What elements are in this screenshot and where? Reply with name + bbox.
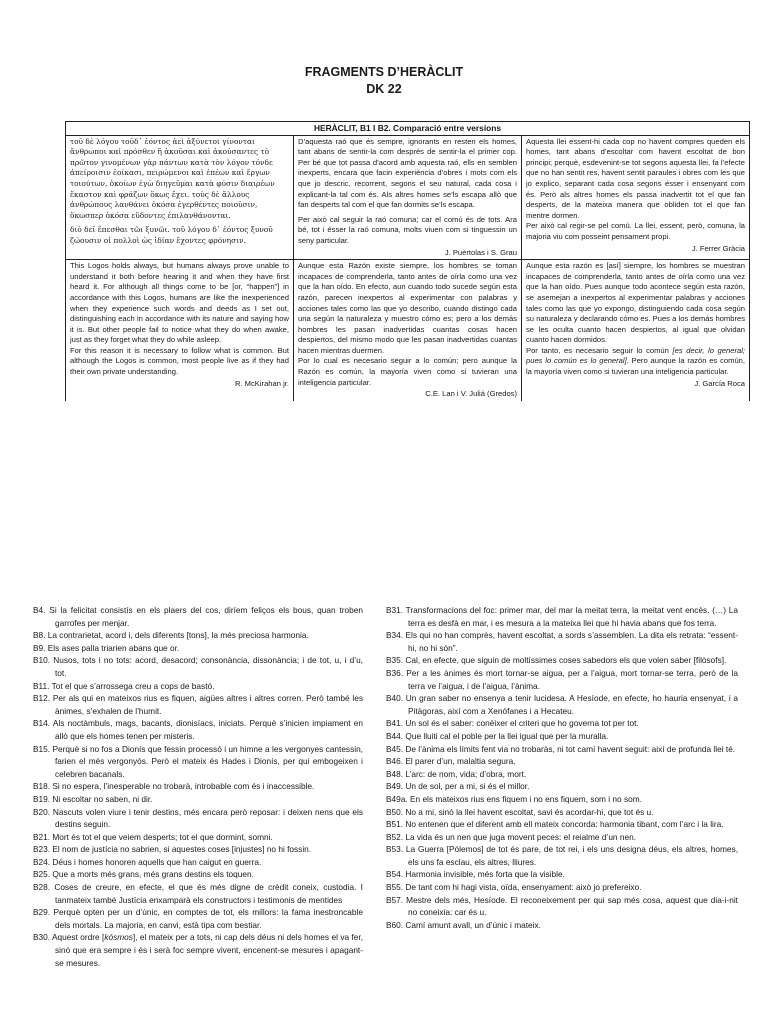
greek-paragraph-2: διὸ δεῖ ἕπεσθαι τῶι ξυνῶι. τοῦ λόγου δ᾽ ἐόντος ξυνοῦ ζώουσιν οἱ πολλοὶ ὡς ἰδίαν ἔχοντες φρόνησιν. xyxy=(70,225,273,245)
fragment-item: B49. Un de sol, per a mi, si és el millor. xyxy=(386,781,530,792)
fragment-item: B60. Camí amunt avall, un d’únic i mateix. xyxy=(386,919,541,930)
fragment-item: B55. De tant com hi hagi vista, oïda, ensenyament: això jo prefereixo. xyxy=(386,882,642,893)
greek-paragraph-1: τοῦ δὲ λόγου τοῦδ᾽ ἐόντος ἀεὶ ἀξύνετοι γίνονται ἄνθρωποι καὶ πρόσθεν ἢ ἀκοῦσαι καὶ ἀκούσαντες τὸ πρῶτον γινομένων γὰρ πάντων κατὰ τὸν λόγον τόνδε ἀπείροισιν ἐοίκασι, πειρώμενοι καὶ ἐπέων καὶ ἔργων τοιούτων, ὁκοίων ἐγὼ διηγεῦμαι κατὰ φύσιν διαιρέων ἕκαστον καὶ φράζων ὅκως ἔχει. τοὺς δὲ ἄλλους ἀνθρώπους λανθάνει ὁκόσα ἐγερθέντες ποιοῦσιν, ὅκωσπερ ὁκόσα εὕδοντες ἐπιλανθάνονται. xyxy=(70,136,275,220)
spanish-1-paragraph-2: Por lo cual es necesario seguir a lo común; pero aunque la Razón es común, la mayoría viven como si tuvieran una inteligencia particular. xyxy=(298,356,517,387)
fragment-item: B28. Coses de creure, en efecte, el que és més digne de crèdit coneix, custodia. I tanmateix també Justícia enxamparà els constructors i testimonis de mentides xyxy=(33,882,363,905)
fragment-item: B54. Harmonia invisible, més forta que la visible. xyxy=(386,869,565,880)
spanish-1-paragraph-1: Aunque esta Razón existe siempre, los hombres se toman incapaces de comprenderla, tanto antes de oírla como una vez que la han oído. En efecto, aun cuando todo sucede según esta razón, parecen inexpertos al experimentar con palabras y acciones tales como las que yo describo, cuando distingo cada una según la naturaleza y muestro cómo es; pero a los demás hombres les pasan inadvertidas cuantas cosas hacen despiertos, del mismo modo que les pasan inadvertidas cuantas hacen mientras duermen. xyxy=(298,261,517,355)
catalan-2-paragraph-2: Per això cal regir-se pel comú. La llei, essent, però, comuna, la majoria viu com posseint pensament propi. xyxy=(526,221,745,241)
fragment-item: B46. El parer d’un, malaltia segura. xyxy=(386,756,516,767)
fragment-item: B9. Els ases palla triarien abans que or. xyxy=(33,642,180,653)
catalan-2-paragraph-1: Aquesta llei essent-hi cada cop no havent compres queden els homes, tant abans d’escoltar com havent escoltat de bon principi; perquè, esdevenint-se tot segons aquesta llei, fa l’efecte que no han sentit res, havent sentit paraules i obres com les que jo explico, separant cada cosa segons ésser i ensenyant com és. Però als altres homes els passa inadvertit tot el que fan desperts, de la mateixa manera que obliden tot el que fan mentre dormen. xyxy=(526,136,745,220)
fragment-item: B31. Transformacions del foc: primer mar, del mar la meitat terra, la meitat vent encès. (…) La terra es desfà en mar, i es mesura a la mateixa llei que hi havia abans que fos terra. xyxy=(386,605,738,628)
fragment-item: B25. Que a morts més grans, més grans destins els toquen. xyxy=(33,869,254,880)
fragment-item: B34. Els qui no han comprès, havent escoltat, a sords s’assemblen. La dita els retrata: “essent-hi, no hi són”. xyxy=(386,630,738,653)
fragment-item: B41. Un sol és el saber: conèixer el criteri que ho governa tot per tot. xyxy=(386,718,639,729)
fragment-item: B48. L’arc: de nom, vida; d’obra, mort. xyxy=(386,768,527,779)
fragment-item: B29. Perquè opten per un d’únic, en comptes de tot, els millors: la fama inestroncable dels mortals. La majoria, en canvi, està tipa com bestiar. xyxy=(33,907,363,930)
table-row xyxy=(66,135,750,260)
greek-cell xyxy=(66,135,294,260)
title-block xyxy=(0,64,768,98)
fragment-item-b30: B30. Aquest ordre [kósmos], el mateix per a tots, ni cap dels déus ni dels homes el va fer, sinó que era sempre i és i serà foc sempre vivent, encenent-se mesures i apagant-se mesures. xyxy=(33,932,364,968)
spanish-2-text-c: . Pero aunque la razón es común, la mayoría viven como si tuvieran una inteligencia particular. xyxy=(526,356,746,377)
spanish-2-attribution: J. García Roca xyxy=(694,378,745,388)
table-header: HERÀCLIT, B1 I B2. Comparació entre versions xyxy=(66,122,750,136)
english-translation-cell xyxy=(66,260,294,401)
catalan-1-paragraph-1: D’aquesta raó que és sempre, ignorants en resten els homes, tant abans de sentir-la com després de sentir-la el primer cop. Per bé que tot passa d’acord amb aquesta raó, ells en semblen inexperts, encara que facin experiència d’obres i mots com els que jo descric, recorrent, segons el seu natural, cada cosa i explicant-la tal com és. Als altres homes se’ls escapa allò que fan desperts tal com el que fan dormits se’ls escapa. xyxy=(298,136,517,210)
fragment-item: B18. Si no espera, l’inesperable no trobarà, introbable com és i inaccessible. xyxy=(33,781,315,792)
comparison-table xyxy=(65,121,750,401)
fragment-item: B15. Perquè si no fos a Dionís que fessin processó i un himne a les vergonyes cantessin, farien el més vergonyós. Però el mateix és Hades i Dionís, per qui embogeixen i celebren bacanals. xyxy=(33,743,363,779)
catalan-1-paragraph-2: Per això cal seguir la raó comuna; car el comú és de tots. Ara bé, tot i ésser la raó comuna, molts viuen com si tinguessin un seny particular. xyxy=(298,214,517,245)
fragment-item: B4. Si la felicitat consistís en els plaers del cos, diríem feliços els bous, quan troben garrofes per menjar. xyxy=(33,605,363,628)
fragment-item: B20. Nascuts volen viure i tenir destins, més encara però reposar: i deixen nens que els destins seguin. xyxy=(33,806,363,830)
fragment-item: B49a. En els mateixos rius ens fiquem i no ens fiquem, som i no som. xyxy=(386,793,642,804)
fragment-item: B36. Per a les ànimes és mort tornar-se aigua, per a l’aigua, mort tornar-se terra, però de la terra ve l’aigua, i de l’aigua, l’ànima. xyxy=(386,667,738,691)
fragment-item: B8. La contrarietat, acord i, dels diferents [tons], la més preciosa harmonia. xyxy=(33,630,309,641)
fragments-right-column xyxy=(386,604,738,931)
spanish-1-attribution: C.E. Lan i V. Juliá (Gredos) xyxy=(425,389,517,399)
english-attribution: R. McKirahan jr. xyxy=(234,378,289,388)
fragment-item: B11. Tot el que s’arrossega creu a cops de bastó. xyxy=(33,680,215,691)
fragment-item: B51. No entenen que el diferent amb ell mateix concorda: harmonia tibant, com l’arc i la lira. xyxy=(386,819,724,830)
fragment-item: B23. El nom de justícia no sabrien, si aquestes coses [injustes] no hi fossin. xyxy=(33,844,312,855)
spanish-2-italic-note: [es decir, lo general; pues lo común es lo general] xyxy=(526,345,745,366)
fragment-item: B57. Mestre dels més, Hesíode. El reconeixement per qui sap més cosa, aquest que dia-i-nit no coneixia: car és u. xyxy=(386,894,738,918)
catalan-2-attribution: J. Ferrer Gràcia xyxy=(691,243,745,253)
spanish-2-paragraph-1: Aunque esta razón es [así] siempre, los hombres se muestran incapaces de comprenderla, tanto antes de oírla como una vez que la han oído. Pues aunque todo acontece según esta razón, se asemejan a inexpertos al experimentar palabras y acciones tales como las que yo expongo, distinguiendo cada cosa según su naturaleza y declarando cómo es. Pues a los demás hombres se les oculta cuanto hacen despiertos, al igual que olvidan cuanto hacen dormidos. xyxy=(526,261,745,345)
fragment-item: B21. Mort és tot el que veiem desperts; tot el que dormint, somni. xyxy=(33,831,273,842)
fragments-left-column xyxy=(33,604,363,969)
fragment-item: B14. Als noctàmbuls, mags, bacants, dionisíacs, iniciats. Perquè s’inicien impiament en allò que els homes tenen per misteris. xyxy=(33,718,363,741)
fragment-item: B12. Per als qui en mateixos rius es fiquen, aigües altres i altres corren. Però també les ànimes, s’exhalen de l’humit. xyxy=(33,693,363,716)
english-paragraph-1: This Logos holds always, but humans always prove unable to understand it both before hearing it and when they have first heard it. For although all things come to be [or, “happen”] in accordance with this Logos, humans are like the inexperienced when they experience such words and deeds as I set out, distinguishing each in accordance with its nature and saying how it is. But other people fail to notice what they do when awake, just as they forget what they do while asleep. xyxy=(70,261,289,345)
fragment-item: B52. La vida és un nen que juga movent peces: el reialme d’un nen. xyxy=(386,831,636,842)
fragment-item: B19. Ni escoltar no saben, ni dir. xyxy=(33,793,153,804)
spanish-2-paragraph-2 xyxy=(526,346,745,378)
document-title: FRAGMENTS D’HERÀCLIT xyxy=(304,65,464,79)
catalan-1-attribution: J. Puèrtolas i S. Grau xyxy=(444,247,517,257)
fragment-item: B10. Nusos, tots i no tots: acord, desacord; consonància, dissonància; i de tot, u, i d’u, tot. xyxy=(33,655,363,678)
fragment-item: B45. De l’ànima els límits fent via no trobaràs, ni tot camí havent seguit: així de profunda llei té. xyxy=(386,743,736,754)
table-row xyxy=(66,260,750,401)
document-subtitle: DK 22 xyxy=(366,82,402,96)
catalan-translation-2-cell xyxy=(522,135,750,260)
spanish-2-text-a: Por tanto, es necesario seguir lo común xyxy=(526,345,673,355)
fragment-item: B35. Cal, en efecte, que siguin de moltíssimes coses sabedors els que volen saber [filòsofs]. xyxy=(386,655,727,666)
fragment-item: B24. Déus i homes honoren aquells que han caigut en guerra. xyxy=(33,856,262,867)
fragment-item: B53. La Guerra [Pólemos] de tot és pare, de tot rei, i els uns designa déus, els altres, homes, els uns fa esclau, els altres, lliures. xyxy=(386,844,738,867)
fragment-item: B44. Que lluiti cal el poble per la llei igual que per la muralla. xyxy=(386,730,609,741)
spanish-translation-2-cell xyxy=(522,260,750,401)
catalan-translation-1-cell xyxy=(294,135,522,260)
english-paragraph-2: For this reason it is necessary to follow what is common. But although the Logos is common, most people live as if they had their own private understanding. xyxy=(70,345,289,377)
spanish-translation-1-cell xyxy=(294,260,522,401)
fragment-item: B40. Un gran saber no ensenya a tenir lucidesa. A Hesíode, en efecte, ho hauria ensenyat, i a Pitàgoras, així com a Xenòfanes i a Hecateu. xyxy=(386,693,738,716)
fragment-item: B50. No a mi, sinó la llei havent escoltat, savi és acordar-hi, que tot és u. xyxy=(386,806,654,817)
